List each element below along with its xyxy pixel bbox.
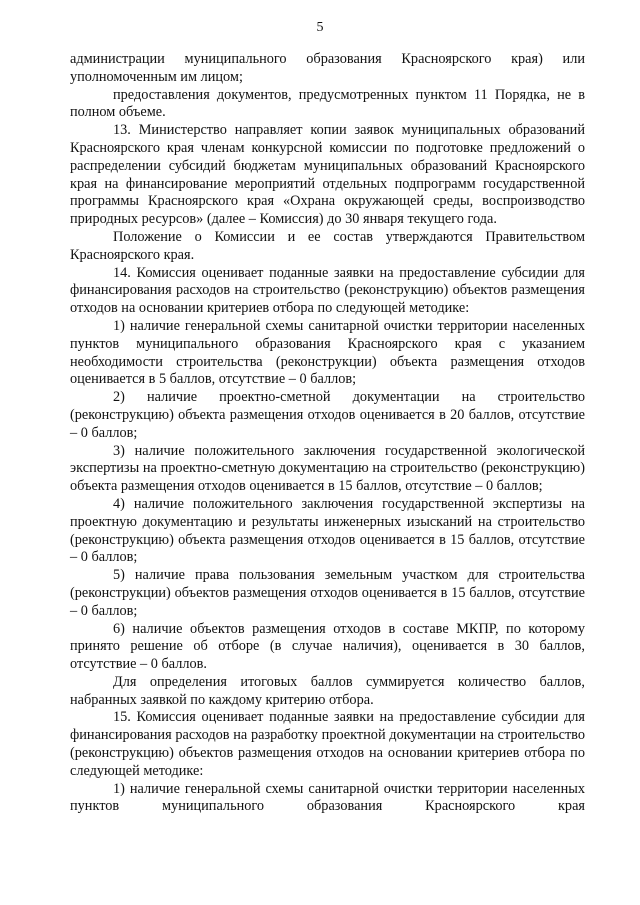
page-number: 5 (316, 20, 324, 35)
paragraph: 5) наличие права пользования земельным участком для строительства (реконструкции) объектов размещения отходов оценивается в 15 баллов, отсутствие – 0 баллов; (70, 567, 585, 619)
paragraph: 1) наличие генеральной схемы санитарной очистки территории населенных пунктов муниципального образования Красноярского края (70, 780, 585, 815)
paragraph: 3) наличие положительного заключения государственной экологической экспертизы на проектно-сметную документацию на строительство (реконструкцию) объекта размещения отходов оценивается в 15 баллов, отсутствие – 0 баллов; (70, 442, 585, 495)
paragraph: 14. Комиссия оценивает поданные заявки на предоставление субсидии для финансирования расходов на строительство (реконструкцию) объектов размещения отходов на основании критериев отбора по следующей методике: (70, 264, 585, 317)
paragraph: 2) наличие проектно-сметной документации на строительство (реконструкцию) объекта размещения отходов оценивается в 20 баллов, отсутствие – 0 баллов; (70, 389, 585, 441)
paragraph: 15. Комиссия оценивает поданные заявки на предоставление субсидии для финансирования расходов на разработку проектной документации на строительство (реконструкцию) объектов размещения отходов на основании критериев отбора по следующей методике: (70, 709, 585, 779)
paragraph: 13. Министерство направляет копии заявок муниципальных образований Красноярского края членам конкурсной комиссии по подготовке предложений о распределении субсидий бюджетам муниципальных образований Красноярского края на финансирование мероприятий отдельных подпрограмм государственной программы Красноярского края «Охрана окружающей среды, воспроизводство природных ресурсов» (далее – Комиссия) до 30 января текущего года. (70, 122, 585, 228)
paragraph: администрации муниципального образования Красноярского края) или уполномоченным им лицом; (70, 51, 585, 85)
paragraph: предоставления документов, предусмотренных пунктом 11 Порядка, не в полном объеме. (70, 86, 585, 121)
document-body (70, 51, 585, 816)
paragraph: Для определения итоговых баллов суммируется количество баллов, набранных заявкой по каждому критерию отбора. (70, 673, 585, 708)
paragraph: 1) наличие генеральной схемы санитарной очистки территории населенных пунктов муниципального образования Красноярского края с указанием необходимости строительства (реконструкции) объекта размещения отходов оценивается в 5 баллов, отсутствие – 0 баллов; (70, 317, 585, 388)
paragraph: 4) наличие положительного заключения государственной экспертизы на проектную документацию и результаты инженерных изысканий на строительство (реконструкцию) объекта размещения отходов оценивается в 15 баллов, отсутствие – 0 баллов; (70, 495, 585, 566)
paragraph: 6) наличие объектов размещения отходов в составе МКПР, по которому принято решение об отборе (в случае наличия), оценивается в 30 баллов, отсутствие – 0 баллов. (70, 620, 585, 673)
paragraph: Положение о Комиссии и ее состав утверждаются Правительством Красноярского края. (70, 228, 585, 263)
